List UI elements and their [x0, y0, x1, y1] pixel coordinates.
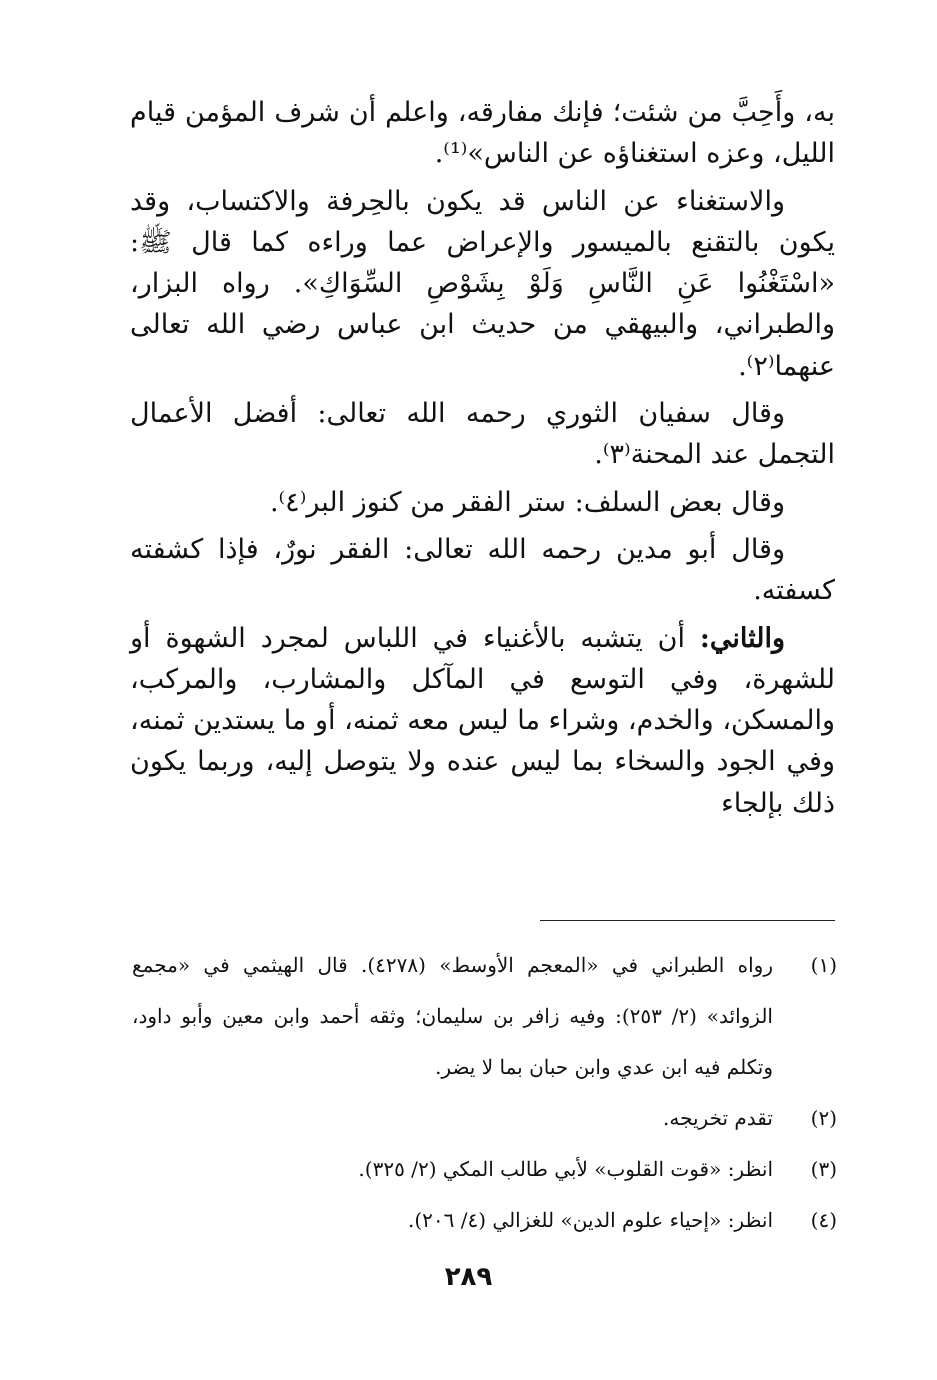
footnote-text: رواه الطبراني في «المعجم الأوسط» (٤٢٧٨). قال الهيثمي في «مجمع الزوائد» (٢/ ٢٥٣): وفيه زافر بن سليمان؛ وثقه أحمد وابن معين وأبو داود، وتكلم فيه ابن عدي وابن حبان بما لا يضر. [132, 953, 773, 1079]
paragraph: به، وأَحِبَّ من شئت؛ فإنك مفارقه، واعلم أن شرف المؤمن قيام الليل، وعزه استغناؤه عن الناس»⁽¹⁾. [130, 97, 836, 170]
footnote-number: (٢) [810, 1106, 837, 1130]
footnote-number: (٣) [810, 1157, 837, 1181]
paragraph: وقال سفيان الثوري رحمه الله تعالى: أفضل الأعمال التجمل عند المحنة⁽٣⁾. [130, 398, 835, 471]
footnote-number: (٤) [810, 1208, 837, 1232]
footnote-number: (١) [810, 953, 837, 977]
page-number: ٢٨٩ [444, 1262, 493, 1292]
paragraph-lead: والثاني: [699, 622, 785, 654]
paragraph [130, 618, 835, 824]
paragraph-rest: أن يتشبه بالأغنياء في اللباس لمجرد الشهوة أو للشهرة، وفي التوسع في المآكل والمشارب، والمركب، والمسكن، والخدم، وشراء ما ليس معه ثمنه، أو ما يستدين ثمنه، وفي الجود والسخاء بما ليس عنده ولا يتوصل إليه، وربما يكون ذلك بإلجاء [130, 622, 835, 819]
paragraph: وقال أبو مدين رحمه الله تعالى: الفقر نورٌ، فإذا كشفته كسفته. [130, 533, 835, 607]
footnote-text: انظر: «قوت القلوب» لأبي طالب المكي (٢/ ٣٢٥). [358, 1157, 773, 1181]
footnotes [132, 940, 837, 1246]
footnote-text: تقدم تخريجه. [663, 1106, 773, 1130]
main-text [130, 92, 835, 830]
footnote [132, 1093, 837, 1144]
footnote-separator [540, 920, 835, 921]
footnote [132, 1144, 837, 1195]
footnote [132, 940, 837, 1093]
paragraph: وقال بعض السلف: ستر الفقر من كنوز البر⁽٤⁾. [269, 486, 785, 518]
paragraph: والاستغناء عن الناس قد يكون بالحِرفة والاكتساب، وقد يكون بالتقنع بالميسور والإعراض عما وراءه كما قال ﷺ: «اسْتَغْنُوا عَنِ النَّاسِ وَلَوْ بِشَوْصِ السِّوَاكِ». رواه البزار، والطبراني، والبيهقي من حديث ابن عباس رضي الله تعالى عنهما⁽٢⁾. [130, 185, 835, 382]
footnote [132, 1195, 837, 1246]
footnote-text: انظر: «إحياء علوم الدين» للغزالي (٤/ ٢٠٦). [407, 1208, 773, 1232]
